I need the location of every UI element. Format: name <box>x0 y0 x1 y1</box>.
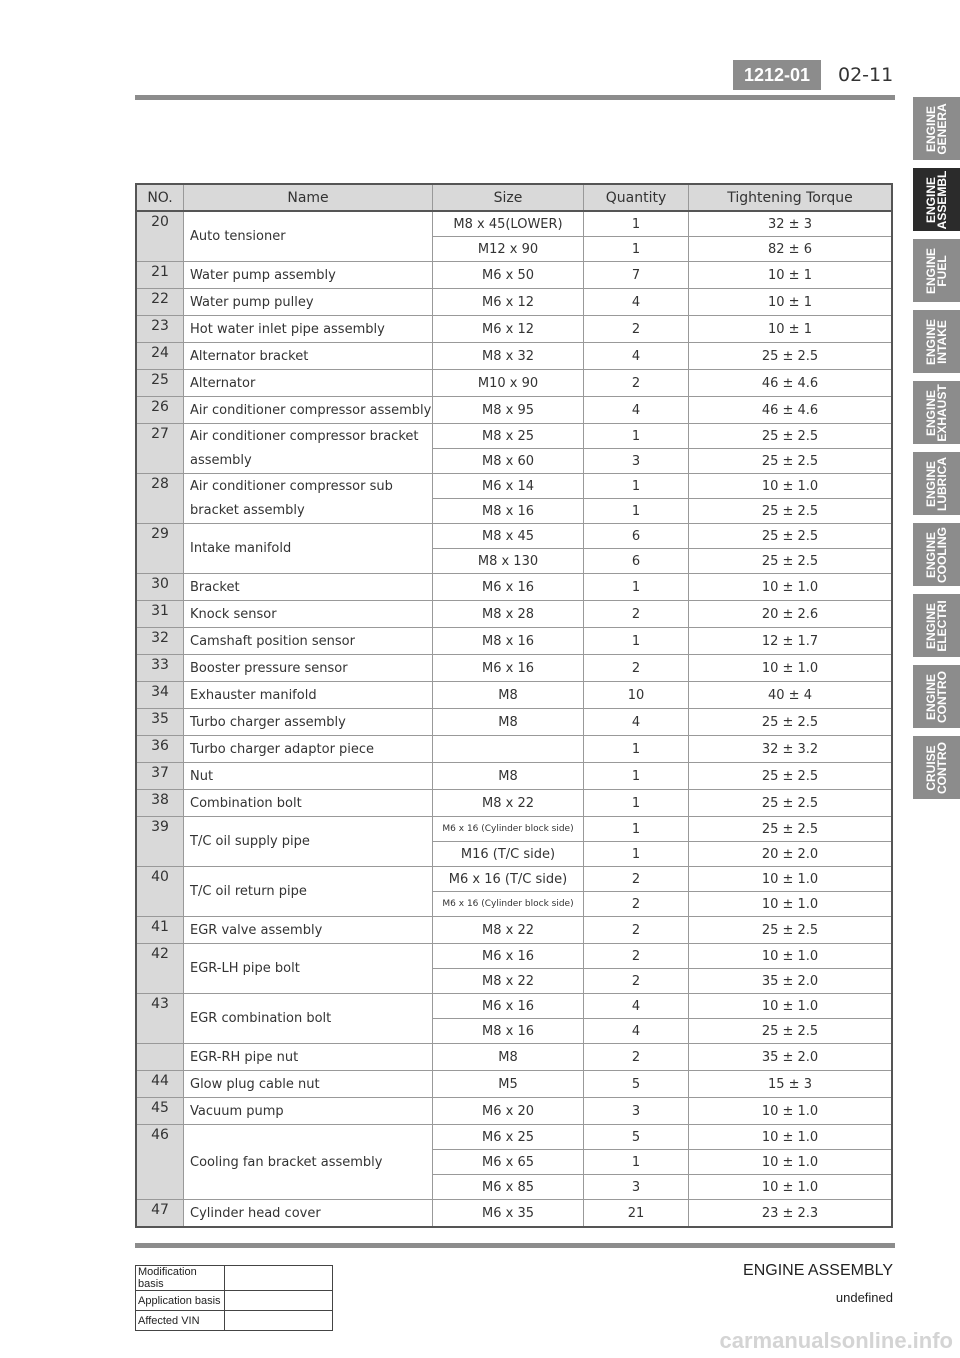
torque-cell: 32 ± 3.2 <box>689 736 893 763</box>
column-header: Name <box>184 184 433 211</box>
quantity-cell: 4 <box>584 994 689 1019</box>
part-number-cell: 44 <box>136 1071 184 1098</box>
quantity-cell: 4 <box>584 289 689 316</box>
side-tab-label: ENGINE COOLING <box>923 526 949 583</box>
torque-cell: 25 ± 2.5 <box>689 1019 893 1044</box>
part-name-cell: Alternator <box>184 370 433 397</box>
size-cell: M6 x 16 <box>433 655 584 682</box>
table-row <box>136 1098 892 1125</box>
part-name-cell: Air conditioner compressor sub <box>184 474 433 499</box>
modification-basis-label: Modification basis <box>136 1266 225 1291</box>
table-row <box>136 601 892 628</box>
quantity-cell: 1 <box>584 211 689 237</box>
size-cell: M8 x 22 <box>433 969 584 994</box>
part-number-cell: 40 <box>136 867 184 917</box>
part-number-cell: 31 <box>136 601 184 628</box>
quantity-cell: 6 <box>584 524 689 549</box>
side-tab-cooling[interactable] <box>913 523 960 586</box>
size-cell: M6 x 25 <box>433 1125 584 1150</box>
side-tab-genera[interactable] <box>913 97 960 160</box>
torque-cell: 10 ± 1.0 <box>689 1098 893 1125</box>
part-number-cell: 46 <box>136 1125 184 1200</box>
table-row <box>136 763 892 790</box>
part-number-cell: 25 <box>136 370 184 397</box>
size-cell: M8 x 16 <box>433 1019 584 1044</box>
part-name-cell: EGR combination bolt <box>184 994 433 1044</box>
side-tab-intake[interactable] <box>913 310 960 373</box>
part-name-cell: Cooling fan bracket assembly <box>184 1125 433 1200</box>
torque-cell: 20 ± 2.0 <box>689 842 893 867</box>
size-cell: M8 <box>433 709 584 736</box>
table-row <box>136 370 892 397</box>
part-number-cell: 26 <box>136 397 184 424</box>
part-number-cell: 34 <box>136 682 184 709</box>
column-header: Quantity <box>584 184 689 211</box>
part-name-cell: EGR-RH pipe nut <box>184 1044 433 1071</box>
part-number-cell: 42 <box>136 944 184 994</box>
quantity-cell: 2 <box>584 370 689 397</box>
part-number-cell: 35 <box>136 709 184 736</box>
quantity-cell: 4 <box>584 1019 689 1044</box>
part-name-cell: Turbo charger adaptor piece <box>184 736 433 763</box>
torque-cell: 10 ± 1.0 <box>689 944 893 969</box>
table-row <box>136 397 892 424</box>
torque-cell: 25 ± 2.5 <box>689 424 893 449</box>
size-cell: M6 x 16 <box>433 944 584 969</box>
size-cell: M8 x 130 <box>433 549 584 574</box>
table-row <box>136 474 892 499</box>
size-cell: M6 x 16 <box>433 574 584 601</box>
application-basis-label: Application basis <box>136 1291 225 1311</box>
quantity-cell: 1 <box>584 499 689 524</box>
torque-cell: 10 ± 1.0 <box>689 994 893 1019</box>
section-code-badge: 1212-01 <box>733 60 821 90</box>
part-number-cell: 33 <box>136 655 184 682</box>
size-cell: M8 <box>433 1044 584 1071</box>
side-tab-exhaust[interactable] <box>913 381 960 444</box>
torque-cell: 46 ± 4.6 <box>689 397 893 424</box>
table-row <box>136 1125 892 1150</box>
torque-cell: 32 ± 3 <box>689 211 893 237</box>
torque-cell: 12 ± 1.7 <box>689 628 893 655</box>
torque-cell: 25 ± 2.5 <box>689 449 893 474</box>
part-name-cell: Bracket <box>184 574 433 601</box>
table-row <box>136 994 892 1019</box>
table-row <box>136 736 892 763</box>
torque-cell: 20 ± 2.6 <box>689 601 893 628</box>
part-number-cell: 23 <box>136 316 184 343</box>
table-row <box>136 574 892 601</box>
torque-cell: 35 ± 2.0 <box>689 1044 893 1071</box>
quantity-cell: 2 <box>584 601 689 628</box>
part-number-cell: 29 <box>136 524 184 574</box>
torque-cell: 10 ± 1.0 <box>689 892 893 917</box>
side-tab-electri[interactable] <box>913 594 960 657</box>
table-row <box>136 628 892 655</box>
size-cell: M6 x 16 (T/C side) <box>433 867 584 892</box>
table-row <box>136 655 892 682</box>
quantity-cell: 1 <box>584 574 689 601</box>
part-number-cell <box>136 1044 184 1071</box>
part-name-cell: bracket assembly <box>184 499 433 524</box>
part-number-cell: 20 <box>136 211 184 262</box>
part-number-cell: 43 <box>136 994 184 1044</box>
torque-cell: 25 ± 2.5 <box>689 499 893 524</box>
side-tab-label: ENGINE GENERA <box>923 102 949 155</box>
torque-cell: 10 ± 1.0 <box>689 1125 893 1150</box>
size-cell: M8 x 45 <box>433 524 584 549</box>
quantity-cell: 4 <box>584 709 689 736</box>
size-cell: M6 x 20 <box>433 1098 584 1125</box>
part-name-cell: Air conditioner compressor bracket <box>184 424 433 449</box>
size-cell: M8 <box>433 763 584 790</box>
torque-cell: 10 ± 1 <box>689 262 893 289</box>
table-row <box>136 499 892 524</box>
table-row <box>136 449 892 474</box>
part-name-cell: Vacuum pump <box>184 1098 433 1125</box>
quantity-cell: 2 <box>584 969 689 994</box>
torque-cell: 25 ± 2.5 <box>689 709 893 736</box>
size-cell: M8 x 45(LOWER) <box>433 211 584 237</box>
torque-cell: 10 ± 1 <box>689 289 893 316</box>
quantity-cell: 2 <box>584 655 689 682</box>
side-tab-label: ENGINE CONTRO <box>923 670 949 723</box>
size-cell: M10 x 90 <box>433 370 584 397</box>
column-header: Size <box>433 184 584 211</box>
quantity-cell: 1 <box>584 474 689 499</box>
part-number-cell: 28 <box>136 474 184 524</box>
part-number-cell: 41 <box>136 917 184 944</box>
header-rule <box>135 95 895 100</box>
side-tab-fuel[interactable] <box>913 239 960 302</box>
torque-cell: 25 ± 2.5 <box>689 917 893 944</box>
part-name-cell: EGR valve assembly <box>184 917 433 944</box>
quantity-cell: 1 <box>584 790 689 817</box>
size-cell: M6 x 12 <box>433 289 584 316</box>
footer-title: ENGINE ASSEMBLY <box>743 1262 893 1279</box>
quantity-cell: 1 <box>584 628 689 655</box>
table-row <box>136 316 892 343</box>
modification-table <box>135 1265 333 1331</box>
size-cell: M5 <box>433 1071 584 1098</box>
torque-cell: 25 ± 2.5 <box>689 343 893 370</box>
side-tab-assembl[interactable] <box>913 168 960 231</box>
quantity-cell: 1 <box>584 1150 689 1175</box>
footer-rule <box>135 1243 895 1248</box>
part-number-cell: 30 <box>136 574 184 601</box>
part-name-cell: Camshaft position sensor <box>184 628 433 655</box>
side-tab-contro[interactable] <box>913 736 960 799</box>
part-name-cell: Water pump assembly <box>184 262 433 289</box>
quantity-cell: 7 <box>584 262 689 289</box>
quantity-cell: 5 <box>584 1071 689 1098</box>
part-name-cell: Booster pressure sensor <box>184 655 433 682</box>
torque-cell: 10 ± 1.0 <box>689 867 893 892</box>
side-tab-lubrica[interactable] <box>913 452 960 515</box>
quantity-cell: 3 <box>584 449 689 474</box>
column-header: Tightening Torque <box>689 184 893 211</box>
size-cell: M6 x 85 <box>433 1175 584 1200</box>
footer-subtitle: undefined <box>835 1290 893 1305</box>
part-name-cell: Nut <box>184 763 433 790</box>
quantity-cell: 5 <box>584 1125 689 1150</box>
size-cell: M12 x 90 <box>433 237 584 262</box>
torque-cell: 25 ± 2.5 <box>689 790 893 817</box>
table-row <box>136 424 892 449</box>
part-name-cell: Hot water inlet pipe assembly <box>184 316 433 343</box>
table-row <box>136 1044 892 1071</box>
size-cell: M8 x 22 <box>433 790 584 817</box>
quantity-cell: 1 <box>584 842 689 867</box>
table-row <box>136 211 892 237</box>
side-tab-label: CRUISE CONTRO <box>923 741 949 794</box>
affected-vin-label: Affected VIN <box>136 1311 225 1331</box>
quantity-cell: 4 <box>584 343 689 370</box>
side-tab-label: ENGINE ELECTRI <box>923 599 949 652</box>
table-row <box>136 1071 892 1098</box>
quantity-cell: 2 <box>584 316 689 343</box>
torque-cell: 15 ± 3 <box>689 1071 893 1098</box>
part-name-cell: Water pump pulley <box>184 289 433 316</box>
size-cell: M8 x 25 <box>433 424 584 449</box>
table-row <box>136 682 892 709</box>
table-row <box>136 1200 892 1228</box>
table-row <box>136 262 892 289</box>
table-row <box>136 289 892 316</box>
part-name-cell: Auto tensioner <box>184 211 433 262</box>
quantity-cell: 4 <box>584 397 689 424</box>
quantity-cell: 6 <box>584 549 689 574</box>
table-header-row <box>136 184 892 211</box>
torque-cell: 10 ± 1.0 <box>689 574 893 601</box>
application-basis-value <box>225 1291 333 1311</box>
part-name-cell: T/C oil return pipe <box>184 867 433 917</box>
torque-spec-table <box>135 183 893 1228</box>
torque-cell: 82 ± 6 <box>689 237 893 262</box>
torque-cell: 10 ± 1.0 <box>689 655 893 682</box>
part-number-cell: 21 <box>136 262 184 289</box>
part-name-cell: Air conditioner compressor assembly <box>184 397 433 424</box>
torque-cell: 10 ± 1.0 <box>689 1150 893 1175</box>
column-header: NO. <box>136 184 184 211</box>
quantity-cell: 3 <box>584 1098 689 1125</box>
quantity-cell: 1 <box>584 736 689 763</box>
torque-cell: 23 ± 2.3 <box>689 1200 893 1228</box>
part-name-cell: Alternator bracket <box>184 343 433 370</box>
part-number-cell: 47 <box>136 1200 184 1228</box>
part-number-cell: 32 <box>136 628 184 655</box>
size-cell: M6 x 16 (Cylinder block side) <box>433 817 584 842</box>
quantity-cell: 10 <box>584 682 689 709</box>
watermark: carmanualsonline.info <box>719 1328 953 1353</box>
side-tab-contro[interactable] <box>913 665 960 728</box>
side-tab-label: ENGINE EXHAUST <box>923 383 949 442</box>
quantity-cell: 2 <box>584 892 689 917</box>
table-row <box>136 917 892 944</box>
part-name-cell: Knock sensor <box>184 601 433 628</box>
size-cell: M6 x 16 <box>433 994 584 1019</box>
table-row <box>136 790 892 817</box>
table-row <box>136 709 892 736</box>
part-name-cell: assembly <box>184 449 433 474</box>
quantity-cell: 3 <box>584 1175 689 1200</box>
size-cell: M8 x 60 <box>433 449 584 474</box>
part-name-cell: Cylinder head cover <box>184 1200 433 1228</box>
torque-cell: 25 ± 2.5 <box>689 817 893 842</box>
quantity-cell: 1 <box>584 424 689 449</box>
modification-basis-value <box>225 1266 333 1291</box>
torque-cell: 46 ± 4.6 <box>689 370 893 397</box>
table-row <box>136 944 892 969</box>
part-number-cell: 38 <box>136 790 184 817</box>
size-cell: M8 x 22 <box>433 917 584 944</box>
size-cell: M16 (T/C side) <box>433 842 584 867</box>
quantity-cell: 2 <box>584 944 689 969</box>
torque-cell: 10 ± 1 <box>689 316 893 343</box>
size-cell: M8 x 32 <box>433 343 584 370</box>
size-cell: M8 x 16 <box>433 499 584 524</box>
part-number-cell: 37 <box>136 763 184 790</box>
torque-cell: 25 ± 2.5 <box>689 524 893 549</box>
quantity-cell: 2 <box>584 867 689 892</box>
part-number-cell: 39 <box>136 817 184 867</box>
part-number-cell: 22 <box>136 289 184 316</box>
torque-cell: 25 ± 2.5 <box>689 763 893 790</box>
size-cell: M6 x 16 (Cylinder block side) <box>433 892 584 917</box>
torque-cell: 10 ± 1.0 <box>689 1175 893 1200</box>
side-tab-label: ENGINE ASSEMBL <box>923 170 949 229</box>
table-row <box>136 817 892 842</box>
side-tab-label: ENGINE LUBRICA <box>923 456 949 511</box>
size-cell: M8 <box>433 682 584 709</box>
part-number-cell: 45 <box>136 1098 184 1125</box>
torque-cell: 35 ± 2.0 <box>689 969 893 994</box>
part-name-cell: Glow plug cable nut <box>184 1071 433 1098</box>
part-name-cell: Intake manifold <box>184 524 433 574</box>
part-number-cell: 36 <box>136 736 184 763</box>
side-tab-label: ENGINE INTAKE <box>923 318 949 365</box>
size-cell: M6 x 50 <box>433 262 584 289</box>
part-name-cell: Combination bolt <box>184 790 433 817</box>
part-name-cell: EGR-LH pipe bolt <box>184 944 433 994</box>
torque-cell: 10 ± 1.0 <box>689 474 893 499</box>
affected-vin-value <box>225 1311 333 1331</box>
size-cell: M6 x 65 <box>433 1150 584 1175</box>
table-row <box>136 867 892 892</box>
side-tab-label: ENGINE FUEL <box>923 247 949 294</box>
torque-cell: 40 ± 4 <box>689 682 893 709</box>
quantity-cell: 1 <box>584 237 689 262</box>
quantity-cell: 2 <box>584 1044 689 1071</box>
quantity-cell: 1 <box>584 763 689 790</box>
size-cell: M8 x 28 <box>433 601 584 628</box>
page-number: 02-11 <box>838 64 894 86</box>
size-cell: M6 x 12 <box>433 316 584 343</box>
part-name-cell: Exhauster manifold <box>184 682 433 709</box>
quantity-cell: 1 <box>584 817 689 842</box>
size-cell: M8 x 16 <box>433 628 584 655</box>
size-cell: M6 x 35 <box>433 1200 584 1228</box>
part-name-cell: T/C oil supply pipe <box>184 817 433 867</box>
torque-cell: 25 ± 2.5 <box>689 549 893 574</box>
table-row <box>136 343 892 370</box>
quantity-cell: 21 <box>584 1200 689 1228</box>
table-row <box>136 524 892 549</box>
size-cell: M6 x 14 <box>433 474 584 499</box>
part-name-cell: Turbo charger assembly <box>184 709 433 736</box>
part-number-cell: 27 <box>136 424 184 474</box>
size-cell: M8 x 95 <box>433 397 584 424</box>
quantity-cell: 2 <box>584 917 689 944</box>
part-number-cell: 24 <box>136 343 184 370</box>
size-cell <box>433 736 584 763</box>
